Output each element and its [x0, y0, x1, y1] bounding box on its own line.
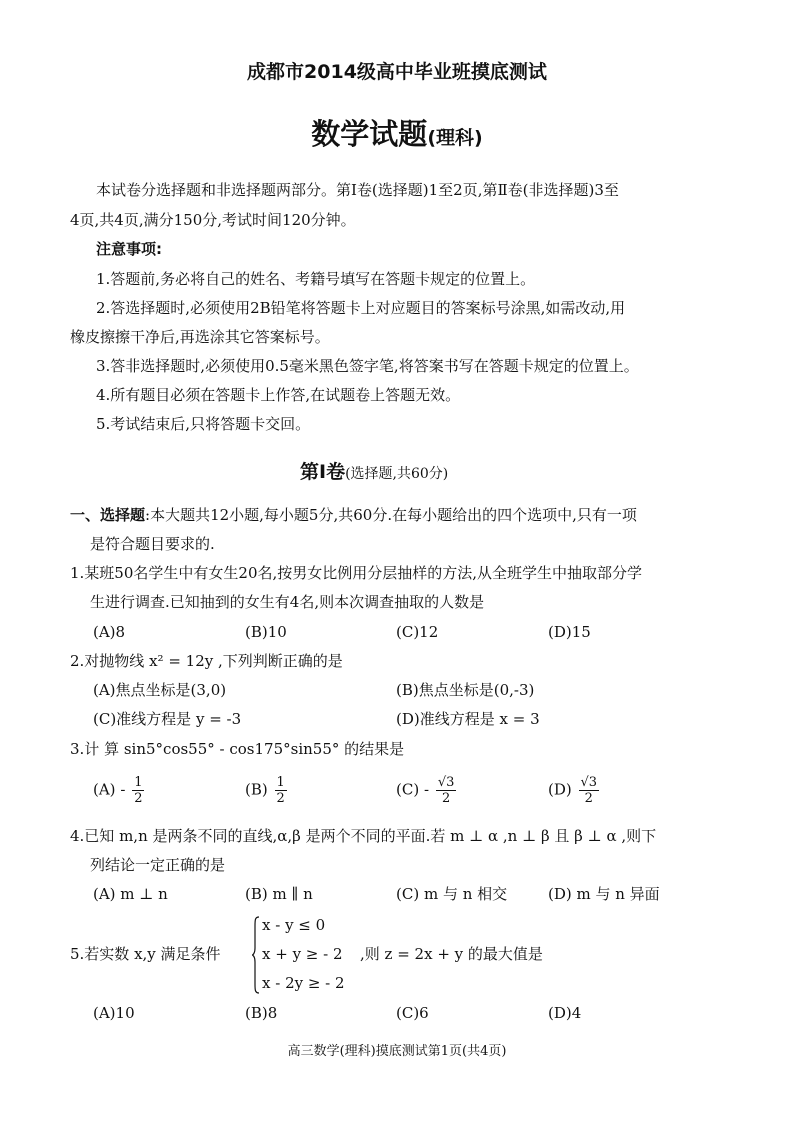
q4-option-b: (B) m ∥ n	[245, 885, 313, 903]
volume-subtitle: (选择题,共60分)	[345, 466, 449, 482]
system-brace	[252, 916, 260, 994]
exam-title: 成都市2014级高中毕业班摸底测试	[247, 61, 547, 83]
q1-stem-line-2: 生进行调查.已知抽到的女生有4名,则本次调查抽取的人数是	[90, 593, 485, 611]
fraction	[275, 775, 287, 806]
notice-item: 1.答题前,务必将自己的姓名、考籍号填写在答题卡规定的位置上。	[96, 270, 536, 288]
section-line-2: 是符合题目要求的.	[90, 535, 215, 553]
q5-stem-before: 5.若实数 x,y 满足条件	[70, 945, 221, 963]
q2-option-c: (C)准线方程是 y = -3	[93, 710, 242, 728]
q3-option-b	[245, 775, 289, 806]
q4-option-c: (C) m 与 n 相交	[396, 885, 508, 903]
notice-item: 5.考试结束后,只将答题卡交回。	[96, 415, 311, 433]
notice-item: 3.答非选择题时,必须使用0.5毫米黑色签字笔,将答案书写在答题卡规定的位置上。	[96, 357, 639, 375]
q2-stem: 2.对抛物线 x² = 12y ,下列判断正确的是	[70, 652, 343, 670]
q5-option-a: (A)10	[93, 1004, 135, 1022]
fraction	[436, 775, 457, 806]
minus-sign: -	[423, 780, 430, 799]
intro-line-2: 4页,共4页,满分150分,考试时间120分钟。	[70, 211, 356, 229]
denominator: 2	[134, 791, 143, 806]
denominator: 2	[441, 791, 451, 806]
numerator: 1	[276, 775, 285, 790]
q5-option-d: (D)4	[548, 1004, 582, 1022]
q4-option-a: (A) m ⊥ n	[93, 885, 168, 903]
section-heading: 一、选择题	[70, 506, 146, 524]
q3-option-d	[548, 775, 601, 806]
notice-item: 4.所有题目必须在答题卡上作答,在试题卷上答题无效。	[96, 386, 461, 404]
section-line-1: :本大题共12小题,每小题5分,共60分.在每小题给出的四个选项中,只有一项	[145, 506, 637, 524]
numerator: 1	[134, 775, 143, 790]
q1-option-d: (D)15	[548, 623, 591, 641]
option-label: (A)	[93, 780, 116, 799]
q5-option-b: (B)8	[245, 1004, 278, 1022]
q1-stem-line-1: 1.某班50名学生中有女生20名,按男女比例用分层抽样的方法,从全班学生中抽取部分学	[70, 564, 643, 582]
subject-title	[0, 112, 794, 153]
notice-item: 橡皮擦擦干净后,再选涂其它答案标号。	[70, 328, 330, 346]
q5-condition: x - y ≤ 0	[262, 916, 326, 934]
section-intro	[70, 508, 637, 523]
q5-option-c: (C)6	[396, 1004, 429, 1022]
notice-heading: 注意事项:	[96, 240, 162, 258]
notice-item: 2.答选择题时,必须使用2B铅笔将答题卡上对应题目的答案标号涂黑,如需改动,用	[96, 299, 626, 317]
q3-option-a	[93, 775, 146, 806]
q4-option-d: (D) m 与 n 异面	[548, 885, 660, 903]
q5-stem-after: ,则 z = 2x + y 的最大值是	[360, 945, 543, 963]
q2-option-d: (D)准线方程是 x = 3	[396, 710, 540, 728]
q3-option-c	[396, 775, 458, 806]
q5-condition: x + y ≥ - 2	[262, 945, 343, 963]
numerator: √3	[437, 775, 455, 790]
q2-option-b: (B)焦点坐标是(0,-3)	[396, 681, 535, 699]
denominator: 2	[276, 791, 285, 806]
page-footer: 高三数学(理科)摸底测试第1页(共4页)	[287, 1044, 507, 1059]
q1-option-c: (C)12	[396, 623, 439, 641]
denominator: 2	[584, 791, 593, 806]
option-label: (B)	[245, 780, 268, 799]
q1-option-a: (A)8	[93, 623, 126, 641]
q1-option-b: (B)10	[245, 623, 287, 641]
option-label: (C)	[396, 780, 420, 799]
q4-stem-line-1: 4.已知 m,n 是两条不同的直线,α,β 是两个不同的平面.若 m ⊥ α ,n ⊥ β 且 β ⊥ α ,则下	[70, 827, 657, 845]
q4-stem-line-2: 列结论一定正确的是	[90, 856, 226, 874]
fraction	[132, 775, 144, 806]
subject-name: 数学试题	[311, 117, 428, 151]
subject-suffix: (理科)	[427, 127, 483, 149]
volume-heading	[300, 457, 448, 484]
minus-sign: -	[120, 780, 126, 799]
option-label: (D)	[548, 780, 572, 799]
intro-line-1: 本试卷分选择题和非选择题两部分。第Ⅰ卷(选择题)1至2页,第Ⅱ卷(非选择题)3至	[96, 181, 619, 199]
q2-option-a: (A)焦点坐标是(3,0)	[93, 681, 227, 699]
volume-title: 第Ⅰ卷	[300, 461, 346, 483]
fraction	[579, 775, 600, 806]
numerator: √3	[580, 775, 598, 790]
q5-condition: x - 2y ≥ - 2	[262, 974, 345, 992]
q3-stem: 3.计 算 sin5°cos55° - cos175°sin55° 的结果是	[70, 740, 405, 758]
